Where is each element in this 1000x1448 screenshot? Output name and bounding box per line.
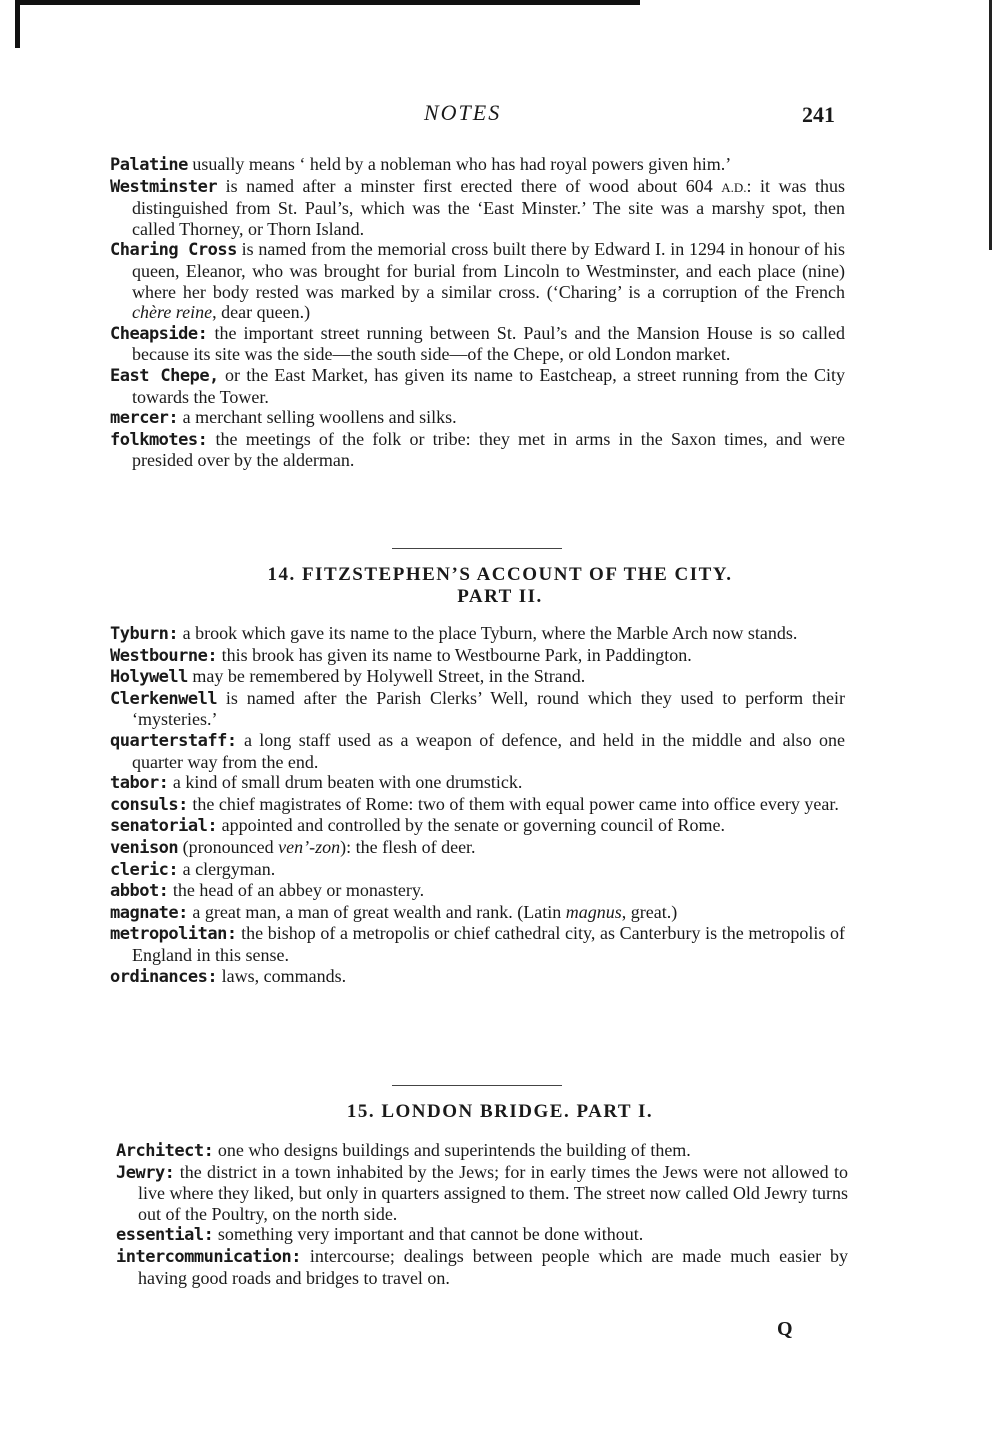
definition: a kind of small drum beaten with one drumstick.	[168, 772, 523, 793]
term: quarterstaff:	[110, 730, 237, 751]
signature-mark: Q	[777, 1318, 793, 1340]
section-divider	[392, 548, 562, 549]
entry-essential	[116, 1224, 848, 1246]
term: Westbourne:	[110, 645, 218, 666]
definition: a clergyman.	[178, 858, 276, 879]
definition: (pronounced	[178, 836, 279, 857]
definition: ): the flesh of deer.	[340, 836, 476, 857]
small-caps: A.D.	[721, 179, 747, 195]
term: Clerkenwell	[110, 688, 218, 709]
term: ordinances:	[110, 966, 218, 987]
term: essential:	[116, 1225, 214, 1246]
term: venison	[110, 837, 179, 858]
term: Tyburn:	[110, 624, 179, 644]
italic-text: chère reine	[132, 302, 213, 323]
entry-westbourne	[110, 645, 845, 667]
term: folkmotes:	[110, 429, 208, 450]
definition: is named after a minster first erected there of wood about 604	[217, 175, 722, 196]
section-14-entries	[110, 623, 845, 987]
italic-text: magnus	[565, 901, 622, 922]
entry-jewry	[116, 1162, 848, 1225]
definition: the chief magistrates of Rome: two of them with equal power came into office every year.	[187, 793, 839, 814]
definition: , dear queen.)	[212, 302, 311, 323]
term: Holywell	[110, 667, 188, 688]
term: East Chepe,	[110, 365, 219, 386]
term: abbot:	[110, 881, 169, 902]
section-divider	[392, 1085, 562, 1086]
definition: laws, commands.	[217, 965, 347, 986]
definition: appointed and controlled by the senate or governing council of Rome.	[217, 815, 725, 836]
definition: this brook has given its name to Westbourne Park, in Paddington.	[217, 644, 692, 665]
definition: a long staff used as a weapon of defence, and held in the middle and also one quarter way from the end.	[132, 729, 845, 772]
page-number: 241	[802, 102, 835, 127]
entry-charing-cross	[110, 239, 845, 322]
definition: the meetings of the folk or tribe: they met in arms in the Saxon times, and were presided over by the alderman.	[132, 428, 845, 471]
term: mercer:	[110, 408, 179, 429]
definition: is named from the memorial cross built there by Edward I. in 1294 in honour of his queen, Eleanor, who was brought for burial from Lincoln to Westminster, and each place (nine) where her body rested was marked by a similar cross. (‘Charing’ is a corruption of the French	[132, 239, 845, 302]
term: tabor:	[110, 773, 169, 794]
definition: usually means ‘ held by a nobleman who has had royal powers given him.’	[187, 154, 732, 174]
running-head	[0, 100, 1000, 130]
entry-abbot	[110, 880, 845, 902]
term: senatorial:	[110, 816, 218, 837]
entry-ordinances	[110, 966, 845, 988]
entry-mercer	[110, 407, 845, 429]
entry-venison	[110, 837, 845, 859]
page-title: NOTES	[424, 100, 502, 125]
entry-magnate	[110, 902, 845, 924]
definition: the important street running between St. Paul’s and the Mansion House is so called because its site was the side—the south side—of the Chepe, or old London market.	[132, 322, 845, 365]
entry-cheapside	[110, 323, 845, 365]
definition: may be remembered by Holywell Street, in the Strand.	[187, 666, 586, 687]
term: Palatine	[110, 155, 188, 175]
definition: something very important and that cannot be done without.	[213, 1224, 644, 1245]
section-14-title-line1: 14. FITZSTEPHEN’S ACCOUNT OF THE CITY.	[267, 564, 733, 585]
entry-tabor	[110, 772, 845, 794]
entry-metropolitan	[110, 923, 845, 965]
section-14-title	[0, 564, 1000, 608]
term: metropolitan:	[110, 924, 237, 945]
definition: : it was thus distinguished from St. Paul’s, which was the ‘East Minster.’ The site was a marshy spot, then called Thorney, or Thorn Island.	[132, 175, 845, 239]
term: intercommunication:	[116, 1246, 301, 1267]
term: Cheapside:	[110, 323, 208, 344]
entry-east-chepe	[110, 365, 845, 407]
entry-folkmotes	[110, 429, 845, 471]
term: cleric:	[110, 859, 179, 880]
definition: a merchant selling woollens and silks.	[178, 407, 457, 428]
definition: , great.)	[621, 901, 678, 922]
entry-senatorial	[110, 815, 845, 837]
term: Westminster	[110, 176, 218, 197]
section-15-entries	[116, 1140, 848, 1288]
section-14-title-line2: PART II.	[457, 586, 543, 607]
entry-consuls	[110, 794, 845, 816]
term: Charing Cross	[110, 240, 237, 261]
scan-edge-top	[15, 0, 640, 13]
section-15-title: 15. LONDON BRIDGE. PART I.	[346, 1101, 654, 1122]
definition: a brook which gave its name to the place Tyburn, where the Marble Arch now stands.	[178, 623, 798, 643]
term: magnate:	[110, 902, 188, 923]
definition: is named after the Parish Clerks’ Well, round which they used to perform their ‘mysteries.’	[132, 687, 845, 730]
entry-westminster	[110, 176, 845, 240]
entry-clerkenwell	[110, 688, 845, 730]
definition: a great man, a man of great wealth and rank. (Latin	[187, 901, 566, 922]
entry-quarterstaff	[110, 730, 845, 772]
scan-edge-left	[15, 0, 20, 48]
entry-tyburn	[110, 623, 845, 645]
entry-intercommunication	[116, 1246, 848, 1288]
entry-architect	[116, 1140, 848, 1162]
definition: or the East Market, has given its name to Eastcheap, a street running from the City towards the Tower.	[132, 364, 845, 407]
section-13-entries	[110, 154, 845, 471]
definition: one who designs buildings and superintends the building of them.	[213, 1140, 691, 1160]
definition: the bishop of a metropolis or chief cathedral city, as Canterbury is the metropolis of England in this sense.	[132, 923, 845, 965]
term: consuls:	[110, 794, 188, 815]
definition: intercourse; dealings between people which are made much easier by having good roads and bridges to travel on.	[138, 1245, 848, 1288]
entry-holywell	[110, 666, 845, 688]
entry-palatine	[110, 154, 845, 176]
definition: the district in a town inhabited by the Jews; for in early times the Jews were not allowed to live where they liked, but only in quarters assigned to them. The street now called Old Jewry turns out of the Poultry, on the north side.	[138, 1161, 848, 1224]
italic-text: ven’-zon	[278, 836, 341, 857]
term: Jewry:	[116, 1162, 175, 1183]
term: Architect:	[116, 1141, 214, 1161]
definition: the head of an abbey or monastery.	[168, 880, 425, 901]
entry-cleric	[110, 859, 845, 881]
